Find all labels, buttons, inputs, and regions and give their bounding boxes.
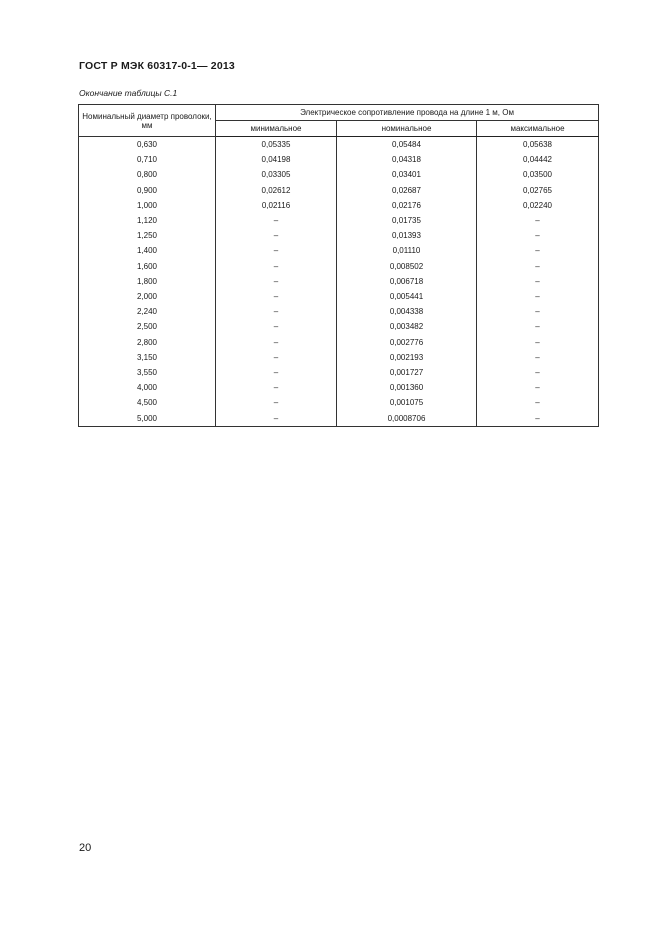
cell-nominal: 0,04318 — [337, 152, 477, 167]
cell-maximal: – — [477, 274, 599, 289]
header-maximal: максимальное — [477, 121, 599, 137]
cell-diameter: 1,000 — [79, 198, 216, 213]
cell-minimal: – — [216, 319, 337, 334]
table-row — [79, 319, 599, 334]
table-row — [79, 213, 599, 228]
cell-nominal: 0,001727 — [337, 365, 477, 380]
table-row — [79, 274, 599, 289]
cell-nominal: 0,03401 — [337, 167, 477, 182]
cell-minimal: – — [216, 274, 337, 289]
cell-maximal: – — [477, 380, 599, 395]
cell-minimal: – — [216, 289, 337, 304]
cell-diameter: 0,630 — [79, 137, 216, 153]
cell-diameter: 1,800 — [79, 274, 216, 289]
cell-maximal: – — [477, 350, 599, 365]
cell-nominal: 0,01110 — [337, 243, 477, 258]
table-row — [79, 198, 599, 213]
table-row — [79, 259, 599, 274]
resistance-table — [78, 104, 599, 427]
table-row — [79, 395, 599, 410]
table-row — [79, 335, 599, 350]
cell-nominal: 0,02176 — [337, 198, 477, 213]
cell-maximal: – — [477, 228, 599, 243]
header-nominal: номинальное — [337, 121, 477, 137]
cell-diameter: 3,150 — [79, 350, 216, 365]
cell-minimal: 0,03305 — [216, 167, 337, 182]
table-row — [79, 289, 599, 304]
cell-nominal: 0,002193 — [337, 350, 477, 365]
cell-maximal: – — [477, 243, 599, 258]
cell-maximal: 0,02765 — [477, 183, 599, 198]
cell-maximal: – — [477, 289, 599, 304]
cell-minimal: 0,05335 — [216, 137, 337, 153]
cell-nominal: 0,002776 — [337, 335, 477, 350]
cell-maximal: 0,05638 — [477, 137, 599, 153]
table-row — [79, 243, 599, 258]
header-minimal: минимальное — [216, 121, 337, 137]
cell-diameter: 2,800 — [79, 335, 216, 350]
cell-maximal: – — [477, 335, 599, 350]
cell-diameter: 0,900 — [79, 183, 216, 198]
cell-minimal: – — [216, 335, 337, 350]
cell-diameter: 1,120 — [79, 213, 216, 228]
cell-nominal: 0,01735 — [337, 213, 477, 228]
cell-maximal: 0,02240 — [477, 198, 599, 213]
header-resistance-group: Электрическое сопротивление провода на длине 1 м, Ом — [216, 105, 599, 121]
cell-diameter: 2,000 — [79, 289, 216, 304]
table-row — [79, 152, 599, 167]
table-row — [79, 411, 599, 427]
table-body — [79, 137, 599, 427]
table-row — [79, 137, 599, 153]
cell-minimal: 0,02116 — [216, 198, 337, 213]
cell-diameter: 0,710 — [79, 152, 216, 167]
cell-maximal: – — [477, 213, 599, 228]
cell-diameter: 3,550 — [79, 365, 216, 380]
cell-minimal: – — [216, 228, 337, 243]
cell-minimal: – — [216, 213, 337, 228]
cell-maximal: 0,03500 — [477, 167, 599, 182]
table-caption: Окончание таблицы С.1 — [79, 88, 178, 98]
cell-maximal: – — [477, 365, 599, 380]
table-row — [79, 228, 599, 243]
table-row — [79, 183, 599, 198]
cell-maximal: – — [477, 411, 599, 427]
document-header: ГОСТ Р МЭК 60317-0-1— 2013 — [79, 60, 235, 72]
cell-minimal: – — [216, 259, 337, 274]
cell-nominal: 0,006718 — [337, 274, 477, 289]
cell-nominal: 0,001360 — [337, 380, 477, 395]
table-row — [79, 350, 599, 365]
cell-nominal: 0,02687 — [337, 183, 477, 198]
page-number: 20 — [79, 842, 92, 854]
cell-nominal: 0,003482 — [337, 319, 477, 334]
cell-maximal: – — [477, 259, 599, 274]
table-row — [79, 380, 599, 395]
table-row — [79, 365, 599, 380]
cell-minimal: 0,02612 — [216, 183, 337, 198]
cell-minimal: – — [216, 365, 337, 380]
cell-diameter: 1,600 — [79, 259, 216, 274]
cell-maximal: – — [477, 395, 599, 410]
cell-nominal: 0,008502 — [337, 259, 477, 274]
cell-diameter: 0,800 — [79, 167, 216, 182]
cell-diameter: 2,240 — [79, 304, 216, 319]
cell-minimal: – — [216, 350, 337, 365]
cell-diameter: 4,500 — [79, 395, 216, 410]
cell-minimal: – — [216, 411, 337, 427]
cell-diameter: 2,500 — [79, 319, 216, 334]
cell-nominal: 0,01393 — [337, 228, 477, 243]
cell-maximal: 0,04442 — [477, 152, 599, 167]
cell-maximal: – — [477, 319, 599, 334]
cell-diameter: 5,000 — [79, 411, 216, 427]
resistance-table-container — [78, 104, 598, 427]
cell-nominal: 0,005441 — [337, 289, 477, 304]
cell-minimal: – — [216, 380, 337, 395]
cell-maximal: – — [477, 304, 599, 319]
cell-diameter: 1,400 — [79, 243, 216, 258]
cell-diameter: 1,250 — [79, 228, 216, 243]
table-row — [79, 304, 599, 319]
cell-nominal: 0,004338 — [337, 304, 477, 319]
cell-nominal: 0,0008706 — [337, 411, 477, 427]
cell-diameter: 4,000 — [79, 380, 216, 395]
cell-minimal: – — [216, 395, 337, 410]
cell-nominal: 0,001075 — [337, 395, 477, 410]
table-row — [79, 167, 599, 182]
cell-minimal: – — [216, 304, 337, 319]
header-diameter: Номинальный диаметр проволоки, мм — [79, 105, 216, 137]
cell-minimal: 0,04198 — [216, 152, 337, 167]
cell-nominal: 0,05484 — [337, 137, 477, 153]
cell-minimal: – — [216, 243, 337, 258]
